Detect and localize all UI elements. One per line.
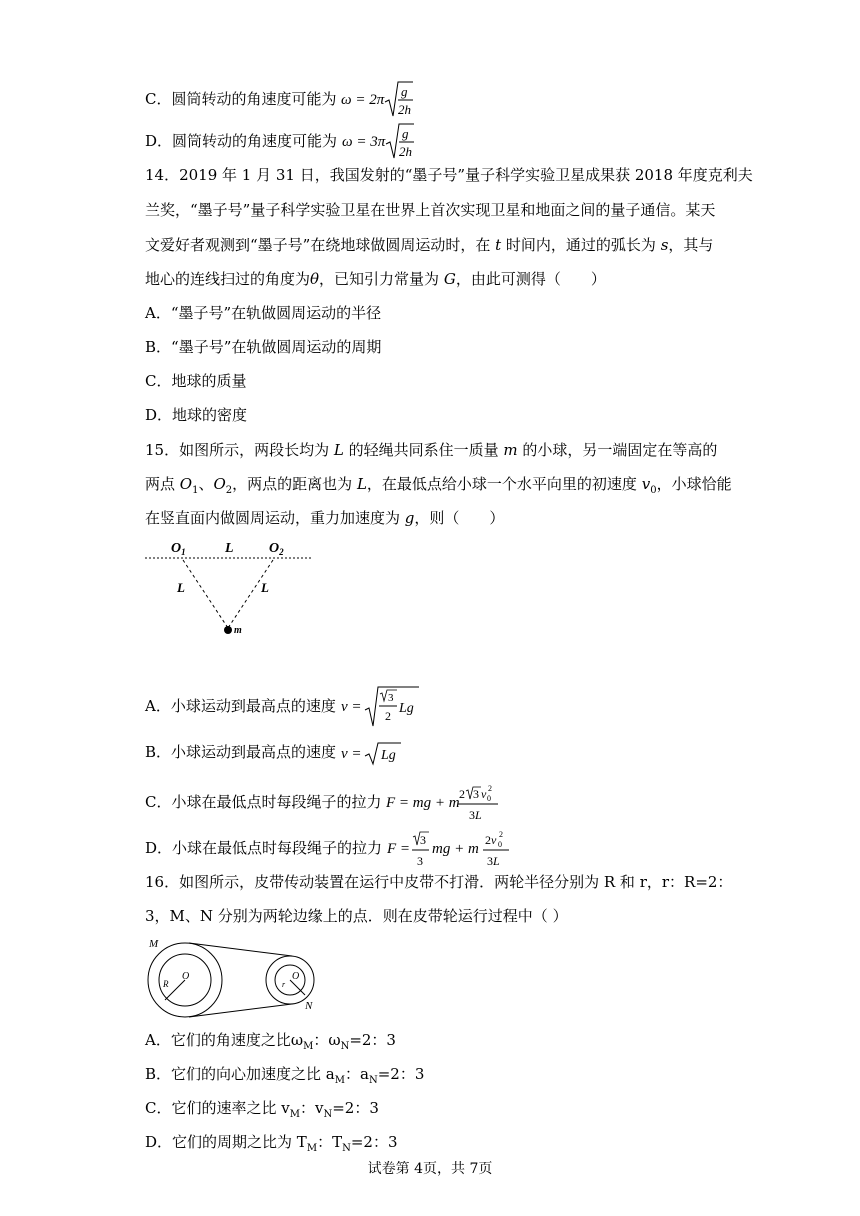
belt-bottom	[189, 1004, 292, 1017]
svg-text:0: 0	[497, 840, 502, 849]
svg-text:3: 3	[473, 787, 480, 801]
sub: N	[342, 1143, 351, 1154]
text: =2：3	[350, 1133, 398, 1151]
var-L: L	[333, 441, 344, 459]
svg-text:2v: 2v	[484, 833, 497, 847]
q14-option-d: D．地球的密度	[145, 406, 248, 424]
formula-omega-3pi	[342, 120, 414, 164]
text: ，两点的距离也为	[232, 475, 357, 493]
label-O-small: O	[292, 971, 300, 982]
text: ：ω	[313, 1031, 341, 1049]
text: 的小球，另一端固定在等高的	[517, 441, 718, 459]
option-text: C．小球在最低点时每段绳子的拉力	[145, 793, 382, 811]
text: 地心的连线扫过的角度为	[145, 270, 311, 288]
label-O-large: O	[182, 971, 190, 982]
text: 、	[198, 475, 214, 493]
text: 的轻绳共同系住一质量	[343, 441, 504, 459]
svg-text:F = mg + m: F = mg + m	[386, 795, 460, 811]
label-top-L: L	[225, 541, 234, 556]
formula-F-c	[386, 780, 506, 826]
q14-line-4	[145, 269, 606, 289]
svg-text:ω = 2π: ω = 2π	[341, 92, 385, 108]
text: 文爱好者观测到“墨子号”在绕地球做圆周运动时，在	[145, 236, 496, 254]
svg-text:2: 2	[488, 784, 493, 793]
text: ，已知引力常量为	[319, 270, 444, 288]
page-footer: 试卷第 4页，共 7页	[367, 1161, 493, 1177]
var-G: G	[443, 270, 456, 288]
sub: N	[323, 1109, 333, 1120]
q15-line-1	[145, 440, 717, 460]
q16-option-c	[145, 1098, 379, 1125]
text: B．它们的向心加速度之比 a	[145, 1065, 335, 1083]
label-m: m	[234, 625, 242, 636]
text: ，由此可测得（ ）	[455, 270, 606, 288]
option-text: A．小球运动到最高点的速度	[145, 697, 336, 715]
svg-text:3: 3	[387, 692, 394, 704]
text: A．它们的角速度之比ω	[145, 1031, 304, 1049]
sub: N	[368, 1075, 378, 1086]
q15-option-b	[145, 740, 403, 766]
svg-text:2h: 2h	[398, 144, 412, 159]
q14-line-3	[145, 235, 713, 255]
q13-option-d	[145, 120, 414, 164]
text: 两点	[145, 475, 180, 493]
text: D．它们的周期之比为 T	[145, 1133, 307, 1151]
text: ：T	[317, 1133, 343, 1151]
var-O1: O	[179, 475, 193, 493]
var-theta: θ	[310, 270, 320, 288]
q14-option-b: B．“墨子号”在轨做圆周运动的周期	[145, 338, 382, 356]
text: =2：3	[377, 1065, 425, 1083]
label-r: r	[282, 980, 286, 989]
text: ，在最低点给小球一个水平向里的初速度	[366, 475, 642, 493]
sub: M	[306, 1143, 318, 1154]
var-s: s	[660, 236, 669, 254]
label-M: M	[149, 938, 159, 950]
q16-line-2: 3，M、N 分别为两轮边缘上的点．则在皮带轮运行过程中（ ）	[145, 907, 568, 925]
option-text: C．圆筒转动的角速度可能为	[145, 90, 337, 108]
text: 时间内，通过的弧长为	[501, 236, 661, 254]
sub: M	[289, 1109, 300, 1120]
svg-text:ω = 3π: ω = 3π	[341, 134, 386, 150]
svg-text:2: 2	[498, 830, 503, 839]
belt-top	[189, 943, 292, 956]
text: ，其与	[668, 236, 714, 254]
label-o1: $O_1$	[171, 541, 186, 557]
q14-option-c: C．地球的质量	[145, 372, 247, 390]
svg-text:2: 2	[459, 787, 466, 801]
var-v0: v	[641, 475, 651, 493]
text: =2：3	[349, 1031, 396, 1049]
q15-option-c	[145, 780, 506, 826]
q15-line-2: 两点 $O_1$、$O_2$，两点的距离也为 L，在最低点给小球一个水平向里的初速度 $v_0$，小球恰能	[145, 475, 732, 496]
svg-text:3: 3	[416, 854, 423, 868]
formula-v-sqrt-Lg	[341, 740, 403, 766]
option-text: D．圆筒转动的角速度可能为	[145, 132, 338, 150]
svg-text:g: g	[401, 84, 408, 99]
svg-text:2h: 2h	[398, 102, 412, 117]
svg-text:v =: v =	[340, 699, 362, 715]
q14-option-a: A．“墨子号”在轨做圆周运动的半径	[145, 304, 382, 322]
text: ，则（ ）	[414, 509, 505, 527]
var-g: g	[404, 509, 415, 527]
rope-left	[183, 560, 228, 628]
q16-option-d	[145, 1132, 397, 1159]
svg-text:mg + m: mg + m	[431, 841, 479, 857]
option-text: B．小球运动到最高点的速度	[145, 743, 337, 761]
sub: M	[303, 1041, 314, 1052]
svg-text:2: 2	[384, 709, 391, 723]
svg-text:g: g	[401, 126, 409, 141]
label-o2: $O_2$	[269, 541, 284, 557]
text: C．它们的速率之比 v	[145, 1099, 290, 1117]
sub: N	[340, 1041, 350, 1052]
q14-line-2: 兰奖，“墨子号”量子科学实验卫星在世界上首次实现卫星和地面之间的量子通信。某天	[145, 201, 716, 219]
var-t: t	[495, 236, 502, 254]
q15-option-a	[145, 684, 419, 730]
formula-v-sqrt3-2-Lg	[341, 684, 419, 730]
q16-option-a	[145, 1030, 396, 1057]
svg-text:v: v	[481, 787, 487, 801]
ball	[224, 626, 232, 634]
var-m: m	[503, 441, 518, 459]
q14-line-1: 14．2019 年 1 月 31 日，我国发射的“墨子号”量子科学实验卫星成果获 2018 年度克利夫	[145, 166, 753, 184]
text: ：a	[345, 1065, 369, 1083]
q15-pendulum-figure	[145, 535, 315, 640]
q15-option-d	[145, 826, 527, 872]
q16-option-b	[145, 1064, 424, 1091]
svg-text:3L: 3L	[486, 854, 500, 868]
svg-text:0: 0	[487, 794, 492, 803]
q15-line-3	[145, 508, 504, 528]
text: 15．如图所示，两段长均为	[145, 441, 334, 459]
text: =2：3	[332, 1099, 379, 1117]
sub: M	[334, 1075, 345, 1086]
formula-F-d	[387, 826, 527, 872]
svg-text:3L: 3L	[469, 808, 482, 822]
svg-text:Lg: Lg	[398, 701, 414, 716]
label-left-L: L	[177, 580, 185, 595]
svg-text:3: 3	[419, 833, 426, 847]
svg-text:F =: F =	[386, 841, 410, 857]
text: ，小球恰能	[656, 475, 732, 493]
option-text: D．小球在最低点时每段绳子的拉力	[145, 839, 383, 857]
q13-option-c	[145, 78, 413, 122]
var-L: L	[356, 475, 367, 493]
q16-line-1: 16．如图所示，皮带传动装置在运行中皮带不打滑．两轮半径分别为 R 和 r，r：R=2：	[145, 873, 733, 891]
label-N: N	[305, 1000, 313, 1012]
text: ：v	[299, 1099, 324, 1117]
svg-text:Lg: Lg	[380, 748, 396, 763]
svg-text:v =: v =	[340, 746, 362, 762]
label-R: R	[163, 979, 169, 989]
var-O2: O	[213, 475, 226, 493]
text: 在竖直面内做圆周运动，重力加速度为	[145, 509, 405, 527]
q16-belt-figure	[145, 935, 325, 1020]
formula-omega-2pi	[341, 78, 413, 122]
label-right-L: L	[261, 580, 269, 595]
